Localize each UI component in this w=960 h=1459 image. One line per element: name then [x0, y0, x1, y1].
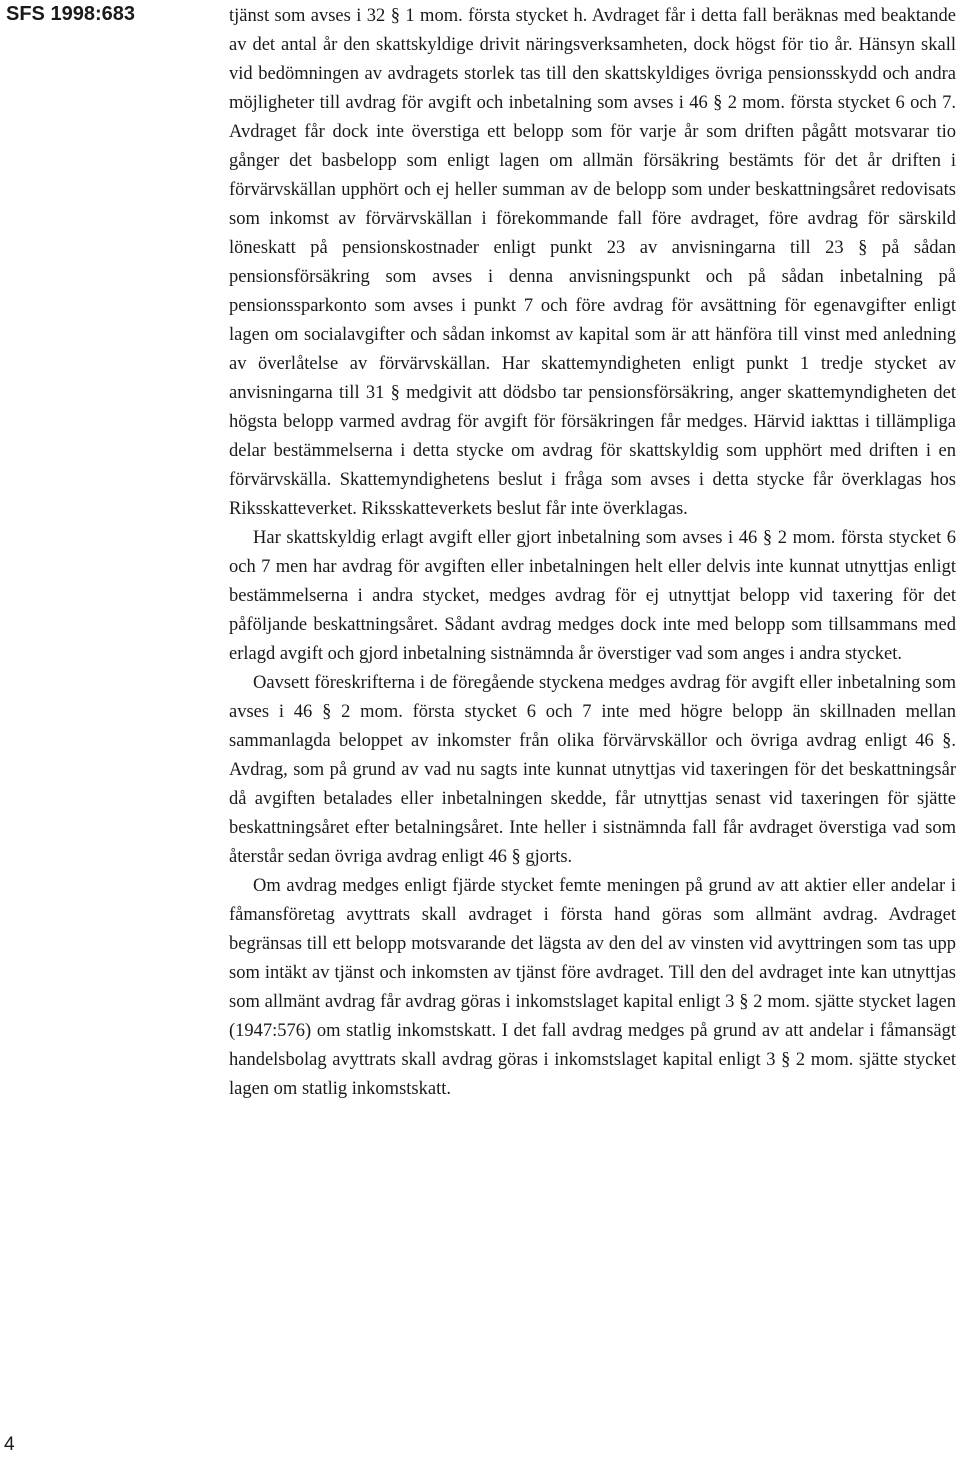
paragraph: tjänst som avses i 32 § 1 mom. första stycket h. Avdraget får i detta fall beräknas med beaktande av det antal år den skattskyldige drivit näringsverksamheten, dock högst för tio år. Hänsyn skall vid bedömningen av avdragets storlek tas till den skattskyldiges övriga pensionsskydd och andra möjligheter till avdrag för avgift och inbetalning som avses i 46 § 2 mom. första stycket 6 och 7. Avdraget får dock inte överstiga ett belopp som för varje år som driften pågått motsvarar tio gånger det basbelopp som enligt lagen om allmän försäkring bestämts för det år driften i förvärvskällan upphört och ej heller summan av de belopp som under beskattningsåret redovisats som inkomst av förvärvskällan i förekommande fall före avdraget, före avdrag för särskild löneskatt på pensionskostnader enligt punkt 23 av anvisningarna till 23 § på sådan pensionsförsäkring som avses i denna anvisningspunkt och på sådan inbetalning på pensionssparkonto som avses i punkt 7 och före avdrag för avsättning för egenavgifter enligt lagen om socialavgifter och sådan inkomst av kapital som är att hänföra till vinst med anledning av överlåtelse av förvärvskällan. Har skattemyndigheten enligt punkt 1 tredje stycket av anvisningarna till 31 § medgivit att dödsbo tar pensionsförsäkring, anger skattemyndigheten det högsta belopp varmed avdrag för avgift för försäkringen får medges. Härvid iakttas i tillämpliga delar bestämmelserna i detta stycke om avdrag för skattskyldig som upphört med driften i en förvärvskälla. Skattemyndighetens beslut i fråga som avses i detta stycke får överklagas hos Riksskatteverket. Riksskatteverkets beslut får inte överklagas.: [229, 6, 956, 519]
page-number: 4: [4, 1434, 15, 1455]
paragraph: Oavsett föreskrifterna i de föregående styckena medges avdrag för avgift eller inbetalning som avses i 46 § 2 mom. första stycket 6 och 7 inte med högre belopp än skillnaden mellan sammanlagda beloppet av inkomster från olika förvärvskällor och övriga avdrag enligt 46 §. Avdrag, som på grund av vad nu sagts inte kunnat utnyttjas vid taxeringen för det beskattningsår då avgiften betalades eller inbetalningen skedde, får utnyttjas senast vid taxeringen för sjätte beskattningsåret efter betalningsåret. Inte heller i sistnämnda fall får avdraget överstiga vad som återstår sedan övriga avdrag enligt 46 § gjorts.: [229, 673, 956, 867]
statute-text: [229, 2, 956, 1104]
sfs-number: SFS 1998:683: [6, 3, 135, 25]
paragraph: Om avdrag medges enligt fjärde stycket femte meningen på grund av att aktier eller andelar i fåmansföretag avyttrats skall avdraget i första hand göras som allmänt avdrag. Avdraget begränsas till ett belopp motsvarande det lägsta av den del av vinsten vid avyttringen som tas upp som intäkt av tjänst och inkomsten av tjänst före avdraget. Till den del avdraget inte kan utnyttjas som allmänt avdrag får avdrag göras i inkomstslaget kapital enligt 3 § 2 mom. sjätte stycket lagen (1947:576) om statlig inkomstskatt. I det fall avdrag medges på grund av att andelar i fåmansägt handelsbolag avyttrats skall avdrag göras i inkomstslaget kapital enligt 3 § 2 mom. sjätte stycket lagen om statlig inkomstskatt.: [229, 876, 956, 1099]
paragraph: Har skattskyldig erlagt avgift eller gjort inbetalning som avses i 46 § 2 mom. första stycket 6 och 7 men har avdrag för avgiften eller inbetalningen helt eller delvis inte kunnat utnyttjas enligt bestämmelserna i andra stycket, medges avdrag för ej utnyttjat belopp vid taxering för det påföljande beskattningsåret. Sådant avdrag medges dock inte med belopp som tillsammans med erlagd avgift och gjord inbetalning sistnämnda år överstiger vad som anges i andra stycket.: [229, 528, 956, 664]
